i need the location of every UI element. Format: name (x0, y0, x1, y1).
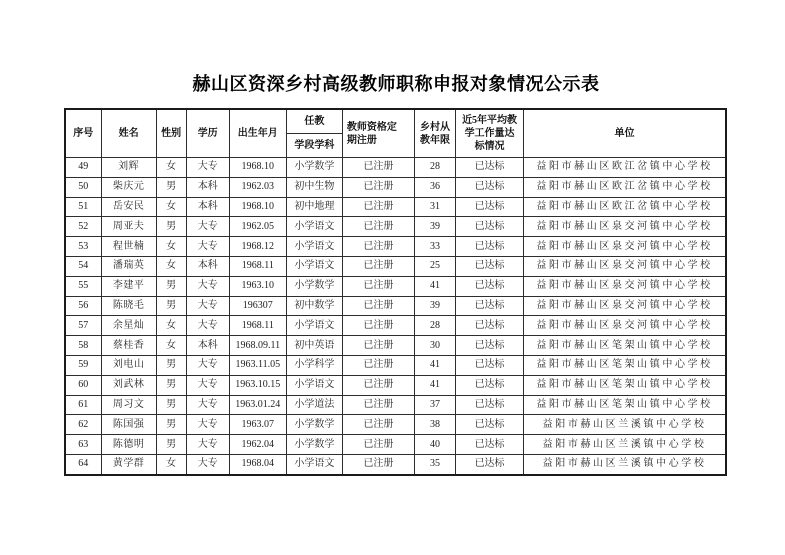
cell-registration: 已注册 (342, 375, 414, 395)
cell-workload: 已达标 (456, 375, 524, 395)
cell-education: 大专 (186, 296, 229, 316)
cell-gender: 女 (156, 237, 186, 257)
cell-registration: 已注册 (342, 395, 414, 415)
cell-workload: 已达标 (456, 336, 524, 356)
cell-workload: 已达标 (456, 177, 524, 197)
table-row (65, 256, 726, 276)
cell-gender: 男 (156, 217, 186, 237)
header-teaching-stage-bottom: 学段学科 (286, 134, 342, 158)
cell-seq: 57 (65, 316, 101, 336)
cell-birth-date: 1963.01.24 (229, 395, 286, 415)
cell-birth-date: 1962.03 (229, 177, 286, 197)
cell-registration: 已注册 (342, 276, 414, 296)
cell-teaching-subject: 初中英语 (286, 336, 342, 356)
cell-seq: 56 (65, 296, 101, 316)
header-education: 学历 (186, 109, 229, 158)
table-row (65, 395, 726, 415)
cell-gender: 女 (156, 336, 186, 356)
table-row (65, 435, 726, 455)
cell-education: 大专 (186, 237, 229, 257)
cell-unit: 益阳市赫山区兰溪镇中心学校 (524, 415, 726, 435)
cell-name: 刘电山 (101, 355, 156, 375)
cell-education: 大专 (186, 415, 229, 435)
cell-teaching-subject: 初中生物 (286, 177, 342, 197)
cell-name: 周亚夫 (101, 217, 156, 237)
cell-teaching-subject: 小学数学 (286, 276, 342, 296)
cell-name: 蔡桂香 (101, 336, 156, 356)
cell-unit: 益阳市赫山区泉交河镇中心学校 (524, 316, 726, 336)
cell-birth-date: 1962.05 (229, 217, 286, 237)
cell-name: 陈国强 (101, 415, 156, 435)
cell-unit: 益阳市赫山区笔架山镇中心学校 (524, 336, 726, 356)
cell-unit: 益阳市赫山区欧江岔镇中心学校 (524, 158, 726, 178)
cell-education: 大专 (186, 435, 229, 455)
table-row (65, 355, 726, 375)
cell-name: 刘辉 (101, 158, 156, 178)
cell-workload: 已达标 (456, 395, 524, 415)
header-registration: 教师资格定期注册 (342, 109, 414, 158)
publicity-table (64, 108, 727, 476)
cell-workload: 已达标 (456, 355, 524, 375)
header-name: 姓名 (101, 109, 156, 158)
header-rural-years: 乡村从教年限 (414, 109, 455, 158)
cell-education: 大专 (186, 395, 229, 415)
cell-gender: 男 (156, 415, 186, 435)
header-teaching-stage-top: 任教 (286, 109, 342, 134)
cell-birth-date: 1963.10.15 (229, 375, 286, 395)
cell-seq: 55 (65, 276, 101, 296)
cell-name: 陈德明 (101, 435, 156, 455)
cell-birth-date: 1968.10 (229, 197, 286, 217)
cell-registration: 已注册 (342, 256, 414, 276)
cell-education: 大专 (186, 316, 229, 336)
cell-rural-years: 40 (414, 435, 455, 455)
cell-workload: 已达标 (456, 435, 524, 455)
cell-gender: 女 (156, 454, 186, 474)
cell-rural-years: 38 (414, 415, 455, 435)
cell-seq: 60 (65, 375, 101, 395)
cell-unit: 益阳市赫山区泉交河镇中心学校 (524, 217, 726, 237)
table-body (65, 158, 726, 475)
cell-birth-date: 1968.09.11 (229, 336, 286, 356)
cell-teaching-subject: 小学语文 (286, 316, 342, 336)
cell-teaching-subject: 小学道法 (286, 395, 342, 415)
cell-teaching-subject: 小学数学 (286, 435, 342, 455)
cell-education: 大专 (186, 158, 229, 178)
cell-birth-date: 196307 (229, 296, 286, 316)
cell-registration: 已注册 (342, 355, 414, 375)
cell-name: 程世楠 (101, 237, 156, 257)
cell-rural-years: 37 (414, 395, 455, 415)
cell-name: 周习文 (101, 395, 156, 415)
cell-education: 大专 (186, 217, 229, 237)
cell-unit: 益阳市赫山区笔架山镇中心学校 (524, 395, 726, 415)
cell-workload: 已达标 (456, 454, 524, 474)
cell-rural-years: 39 (414, 296, 455, 316)
cell-seq: 52 (65, 217, 101, 237)
cell-name: 陈晓毛 (101, 296, 156, 316)
cell-gender: 女 (156, 158, 186, 178)
cell-workload: 已达标 (456, 237, 524, 257)
cell-unit: 益阳市赫山区泉交河镇中心学校 (524, 276, 726, 296)
cell-education: 大专 (186, 276, 229, 296)
table-row (65, 276, 726, 296)
cell-unit: 益阳市赫山区笔架山镇中心学校 (524, 355, 726, 375)
table-row (65, 316, 726, 336)
cell-registration: 已注册 (342, 237, 414, 257)
table-row (65, 375, 726, 395)
cell-birth-date: 1963.11.05 (229, 355, 286, 375)
cell-education: 大专 (186, 355, 229, 375)
table-row (65, 454, 726, 474)
cell-rural-years: 25 (414, 256, 455, 276)
header-unit: 单位 (524, 109, 726, 158)
cell-teaching-subject: 初中地理 (286, 197, 342, 217)
cell-workload: 已达标 (456, 276, 524, 296)
cell-gender: 男 (156, 375, 186, 395)
cell-birth-date: 1968.04 (229, 454, 286, 474)
cell-gender: 男 (156, 355, 186, 375)
cell-seq: 59 (65, 355, 101, 375)
cell-name: 余星灿 (101, 316, 156, 336)
cell-birth-date: 1962.04 (229, 435, 286, 455)
cell-gender: 男 (156, 276, 186, 296)
cell-teaching-subject: 小学数学 (286, 158, 342, 178)
cell-birth-date: 1963.10 (229, 276, 286, 296)
header-seq: 序号 (65, 109, 101, 158)
cell-gender: 女 (156, 316, 186, 336)
cell-gender: 男 (156, 296, 186, 316)
cell-teaching-subject: 小学语文 (286, 256, 342, 276)
cell-workload: 已达标 (456, 197, 524, 217)
cell-rural-years: 41 (414, 375, 455, 395)
cell-gender: 男 (156, 395, 186, 415)
cell-seq: 50 (65, 177, 101, 197)
cell-education: 大专 (186, 454, 229, 474)
cell-seq: 62 (65, 415, 101, 435)
cell-birth-date: 1968.12 (229, 237, 286, 257)
cell-rural-years: 39 (414, 217, 455, 237)
cell-registration: 已注册 (342, 435, 414, 455)
cell-registration: 已注册 (342, 177, 414, 197)
cell-seq: 51 (65, 197, 101, 217)
cell-education: 本科 (186, 256, 229, 276)
cell-seq: 54 (65, 256, 101, 276)
cell-unit: 益阳市赫山区兰溪镇中心学校 (524, 454, 726, 474)
cell-teaching-subject: 初中数学 (286, 296, 342, 316)
cell-seq: 58 (65, 336, 101, 356)
cell-rural-years: 28 (414, 158, 455, 178)
cell-seq: 53 (65, 237, 101, 257)
cell-unit: 益阳市赫山区泉交河镇中心学校 (524, 296, 726, 316)
cell-unit: 益阳市赫山区泉交河镇中心学校 (524, 237, 726, 257)
cell-birth-date: 1968.10 (229, 158, 286, 178)
cell-workload: 已达标 (456, 296, 524, 316)
table-row (65, 177, 726, 197)
cell-registration: 已注册 (342, 197, 414, 217)
cell-gender: 男 (156, 435, 186, 455)
cell-name: 岳安民 (101, 197, 156, 217)
cell-seq: 61 (65, 395, 101, 415)
cell-education: 本科 (186, 177, 229, 197)
cell-workload: 已达标 (456, 256, 524, 276)
cell-teaching-subject: 小学语文 (286, 454, 342, 474)
cell-gender: 女 (156, 256, 186, 276)
cell-registration: 已注册 (342, 336, 414, 356)
header-birth-date: 出生年月 (229, 109, 286, 158)
cell-unit: 益阳市赫山区泉交河镇中心学校 (524, 256, 726, 276)
cell-rural-years: 31 (414, 197, 455, 217)
header-gender: 性别 (156, 109, 186, 158)
cell-unit: 益阳市赫山区兰溪镇中心学校 (524, 435, 726, 455)
cell-rural-years: 41 (414, 276, 455, 296)
cell-registration: 已注册 (342, 217, 414, 237)
table-row (65, 197, 726, 217)
table-row (65, 217, 726, 237)
cell-unit: 益阳市赫山区欧江岔镇中心学校 (524, 177, 726, 197)
cell-name: 黄学群 (101, 454, 156, 474)
cell-workload: 已达标 (456, 217, 524, 237)
cell-name: 柴庆元 (101, 177, 156, 197)
cell-name: 李建平 (101, 276, 156, 296)
cell-workload: 已达标 (456, 158, 524, 178)
table-row (65, 237, 726, 257)
cell-education: 大专 (186, 375, 229, 395)
cell-registration: 已注册 (342, 316, 414, 336)
table-row (65, 415, 726, 435)
cell-birth-date: 1968.11 (229, 256, 286, 276)
cell-rural-years: 28 (414, 316, 455, 336)
cell-seq: 49 (65, 158, 101, 178)
cell-workload: 已达标 (456, 415, 524, 435)
cell-education: 本科 (186, 197, 229, 217)
cell-name: 潘瑞英 (101, 256, 156, 276)
cell-rural-years: 41 (414, 355, 455, 375)
page-title: 赫山区资深乡村高级教师职称申报对象情况公示表 (192, 74, 600, 94)
cell-workload: 已达标 (456, 316, 524, 336)
cell-registration: 已注册 (342, 454, 414, 474)
cell-registration: 已注册 (342, 296, 414, 316)
cell-unit: 益阳市赫山区笔架山镇中心学校 (524, 375, 726, 395)
cell-seq: 63 (65, 435, 101, 455)
table-row (65, 158, 726, 178)
cell-teaching-subject: 小学语文 (286, 375, 342, 395)
cell-gender: 男 (156, 177, 186, 197)
cell-registration: 已注册 (342, 158, 414, 178)
table-row (65, 336, 726, 356)
cell-name: 刘武林 (101, 375, 156, 395)
cell-teaching-subject: 小学语文 (286, 217, 342, 237)
cell-registration: 已注册 (342, 415, 414, 435)
cell-gender: 女 (156, 197, 186, 217)
cell-rural-years: 33 (414, 237, 455, 257)
cell-rural-years: 36 (414, 177, 455, 197)
table-row (65, 296, 726, 316)
cell-unit: 益阳市赫山区欧江岔镇中心学校 (524, 197, 726, 217)
cell-teaching-subject: 小学数学 (286, 415, 342, 435)
header-workload: 近5年平均教学工作量达标情况 (456, 109, 524, 158)
cell-birth-date: 1963.07 (229, 415, 286, 435)
cell-seq: 64 (65, 454, 101, 474)
cell-teaching-subject: 小学科学 (286, 355, 342, 375)
cell-teaching-subject: 小学语文 (286, 237, 342, 257)
cell-birth-date: 1968.11 (229, 316, 286, 336)
cell-rural-years: 35 (414, 454, 455, 474)
table-header (65, 109, 726, 158)
cell-rural-years: 30 (414, 336, 455, 356)
cell-education: 本科 (186, 336, 229, 356)
